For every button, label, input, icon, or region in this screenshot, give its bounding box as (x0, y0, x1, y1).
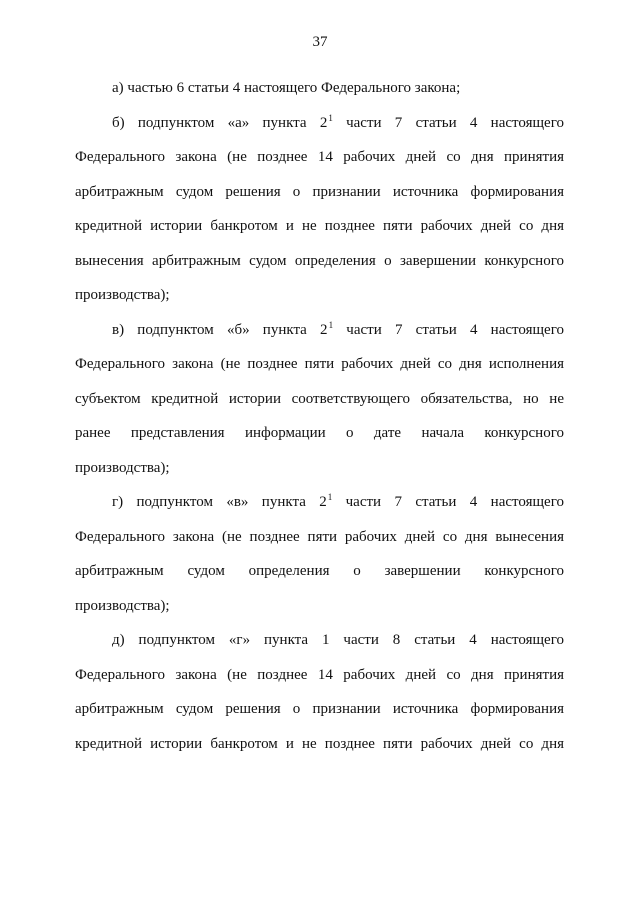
line-text: части 7 статьи 4 настоящего (332, 114, 564, 131)
text-line: а) частью 6 статьи 4 настоящего Федерального закона; (112, 80, 461, 96)
paragraph-d (75, 623, 564, 761)
text-line: арбитражным судом решения о признании источника формирования (75, 701, 564, 717)
text-line: вынесения арбитражным судом определения о завершении конкурсного (75, 252, 564, 269)
text-line: производства); (75, 459, 170, 476)
paragraph-g (75, 485, 564, 623)
document-body (75, 71, 564, 761)
text-line (75, 106, 564, 141)
text-line: арбитражным судом определения о завершении конкурсного (75, 563, 564, 579)
text-line: Федерального закона (не позднее 14 рабочих дней со дня принятия (75, 666, 564, 683)
line-text: г) подпунктом «в» пункта 2 (112, 494, 327, 510)
text-line: Федерального закона (не позднее 14 рабочих дней со дня принятия (75, 149, 564, 165)
text-line: Федерального закона (не позднее пяти рабочих дней со дня исполнения (75, 356, 564, 372)
text-line: кредитной истории банкротом и не позднее пяти рабочих дней со дня (75, 218, 564, 234)
page-number: 37 (312, 34, 328, 50)
superscript: 1 (328, 319, 334, 330)
paragraph-a (75, 71, 564, 106)
text-line: производства); (75, 597, 170, 614)
line-text: части 7 статьи 4 настоящего (332, 494, 564, 510)
text-line (75, 485, 564, 520)
paragraph-v (75, 313, 564, 486)
text-line: арбитражным судом решения о признании источника формирования (75, 183, 564, 200)
line-text: в) подпунктом «б» пункта 2 (112, 321, 328, 338)
superscript: 1 (327, 492, 333, 502)
line-text: части 7 статьи 4 настоящего (333, 321, 564, 338)
text-line: ранее представления информации о дате начала конкурсного (75, 425, 564, 441)
text-line: субъектом кредитной истории соответствующего обязательства, но не (75, 390, 564, 407)
superscript: 1 (328, 112, 333, 123)
text-line: Федерального закона (не позднее пяти рабочих дней со дня вынесения (75, 528, 564, 545)
line-text: б) подпунктом «а» пункта 2 (112, 114, 328, 131)
paragraph-b (75, 106, 564, 313)
text-line (75, 313, 564, 348)
text-line: д) подпунктом «г» пункта 1 части 8 статьи 4 настоящего (112, 632, 564, 648)
text-line: кредитной истории банкротом и не позднее пяти рабочих дней со дня (75, 735, 564, 752)
text-line: производства); (75, 287, 170, 303)
